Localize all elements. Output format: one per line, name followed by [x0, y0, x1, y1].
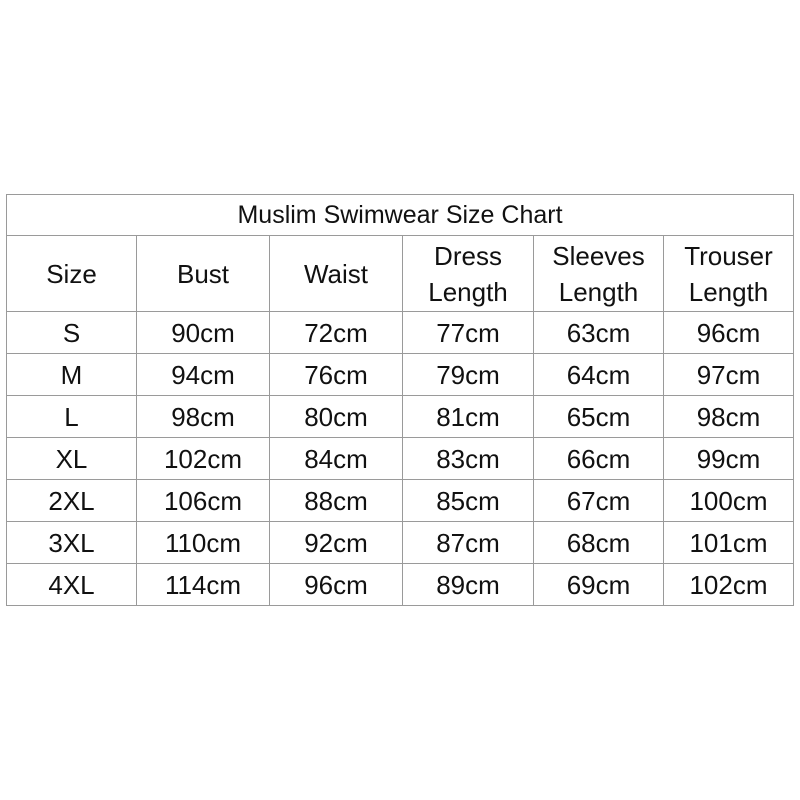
size-chart-table	[6, 194, 794, 606]
table-row	[7, 522, 794, 564]
waist-cell: 96cm	[270, 564, 403, 606]
header-dress-length-line1: Dress	[434, 240, 502, 271]
table-row	[7, 312, 794, 354]
title-row	[7, 195, 794, 236]
dress-length-cell: 77cm	[403, 312, 534, 354]
sleeves-length-cell: 69cm	[534, 564, 664, 606]
sleeves-length-cell: 67cm	[534, 480, 664, 522]
dress-length-cell: 89cm	[403, 564, 534, 606]
dress-length-cell: 87cm	[403, 522, 534, 564]
dress-length-cell: 81cm	[403, 396, 534, 438]
table-row	[7, 480, 794, 522]
waist-cell: 72cm	[270, 312, 403, 354]
bust-cell: 98cm	[137, 396, 270, 438]
header-row	[7, 236, 794, 312]
dress-length-cell: 83cm	[403, 438, 534, 480]
size-cell: XL	[7, 438, 137, 480]
header-bust	[137, 236, 270, 312]
header-waist	[270, 236, 403, 312]
sleeves-length-cell: 65cm	[534, 396, 664, 438]
bust-cell: 102cm	[137, 438, 270, 480]
bust-cell: 106cm	[137, 480, 270, 522]
trouser-length-cell: 97cm	[664, 354, 794, 396]
header-sleeves-length-line2: Length	[558, 276, 639, 307]
header-dress-length-line2: Length	[428, 276, 508, 307]
dress-length-cell: 85cm	[403, 480, 534, 522]
size-cell: M	[7, 354, 137, 396]
header-size	[7, 236, 137, 312]
chart-title: Muslim Swimwear Size Chart	[7, 195, 794, 236]
header-dress-length	[403, 236, 534, 312]
header-trouser-length	[664, 236, 794, 312]
header-waist-label: Waist	[303, 258, 369, 289]
table-row	[7, 396, 794, 438]
bust-cell: 114cm	[137, 564, 270, 606]
waist-cell: 84cm	[270, 438, 403, 480]
sleeves-length-cell: 68cm	[534, 522, 664, 564]
table-row	[7, 354, 794, 396]
dress-length-cell: 79cm	[403, 354, 534, 396]
bust-cell: 90cm	[137, 312, 270, 354]
size-cell: 2XL	[7, 480, 137, 522]
header-bust-label: Bust	[176, 258, 230, 289]
waist-cell: 76cm	[270, 354, 403, 396]
sleeves-length-cell: 64cm	[534, 354, 664, 396]
trouser-length-cell: 102cm	[664, 564, 794, 606]
sleeves-length-cell: 66cm	[534, 438, 664, 480]
header-trouser-length-line1: Trouser	[684, 240, 773, 271]
trouser-length-cell: 100cm	[664, 480, 794, 522]
size-cell: 3XL	[7, 522, 137, 564]
trouser-length-cell: 98cm	[664, 396, 794, 438]
trouser-length-cell: 99cm	[664, 438, 794, 480]
header-sleeves-length	[534, 236, 664, 312]
size-cell: S	[7, 312, 137, 354]
waist-cell: 80cm	[270, 396, 403, 438]
header-trouser-length-line2: Length	[688, 276, 769, 307]
sleeves-length-cell: 63cm	[534, 312, 664, 354]
size-cell: 4XL	[7, 564, 137, 606]
waist-cell: 88cm	[270, 480, 403, 522]
table-row	[7, 564, 794, 606]
waist-cell: 92cm	[270, 522, 403, 564]
bust-cell: 110cm	[137, 522, 270, 564]
header-sleeves-length-line1: Sleeves	[552, 240, 645, 271]
trouser-length-cell: 101cm	[664, 522, 794, 564]
table-row	[7, 438, 794, 480]
bust-cell: 94cm	[137, 354, 270, 396]
trouser-length-cell: 96cm	[664, 312, 794, 354]
size-cell: L	[7, 396, 137, 438]
header-size-label: Size	[46, 258, 97, 289]
